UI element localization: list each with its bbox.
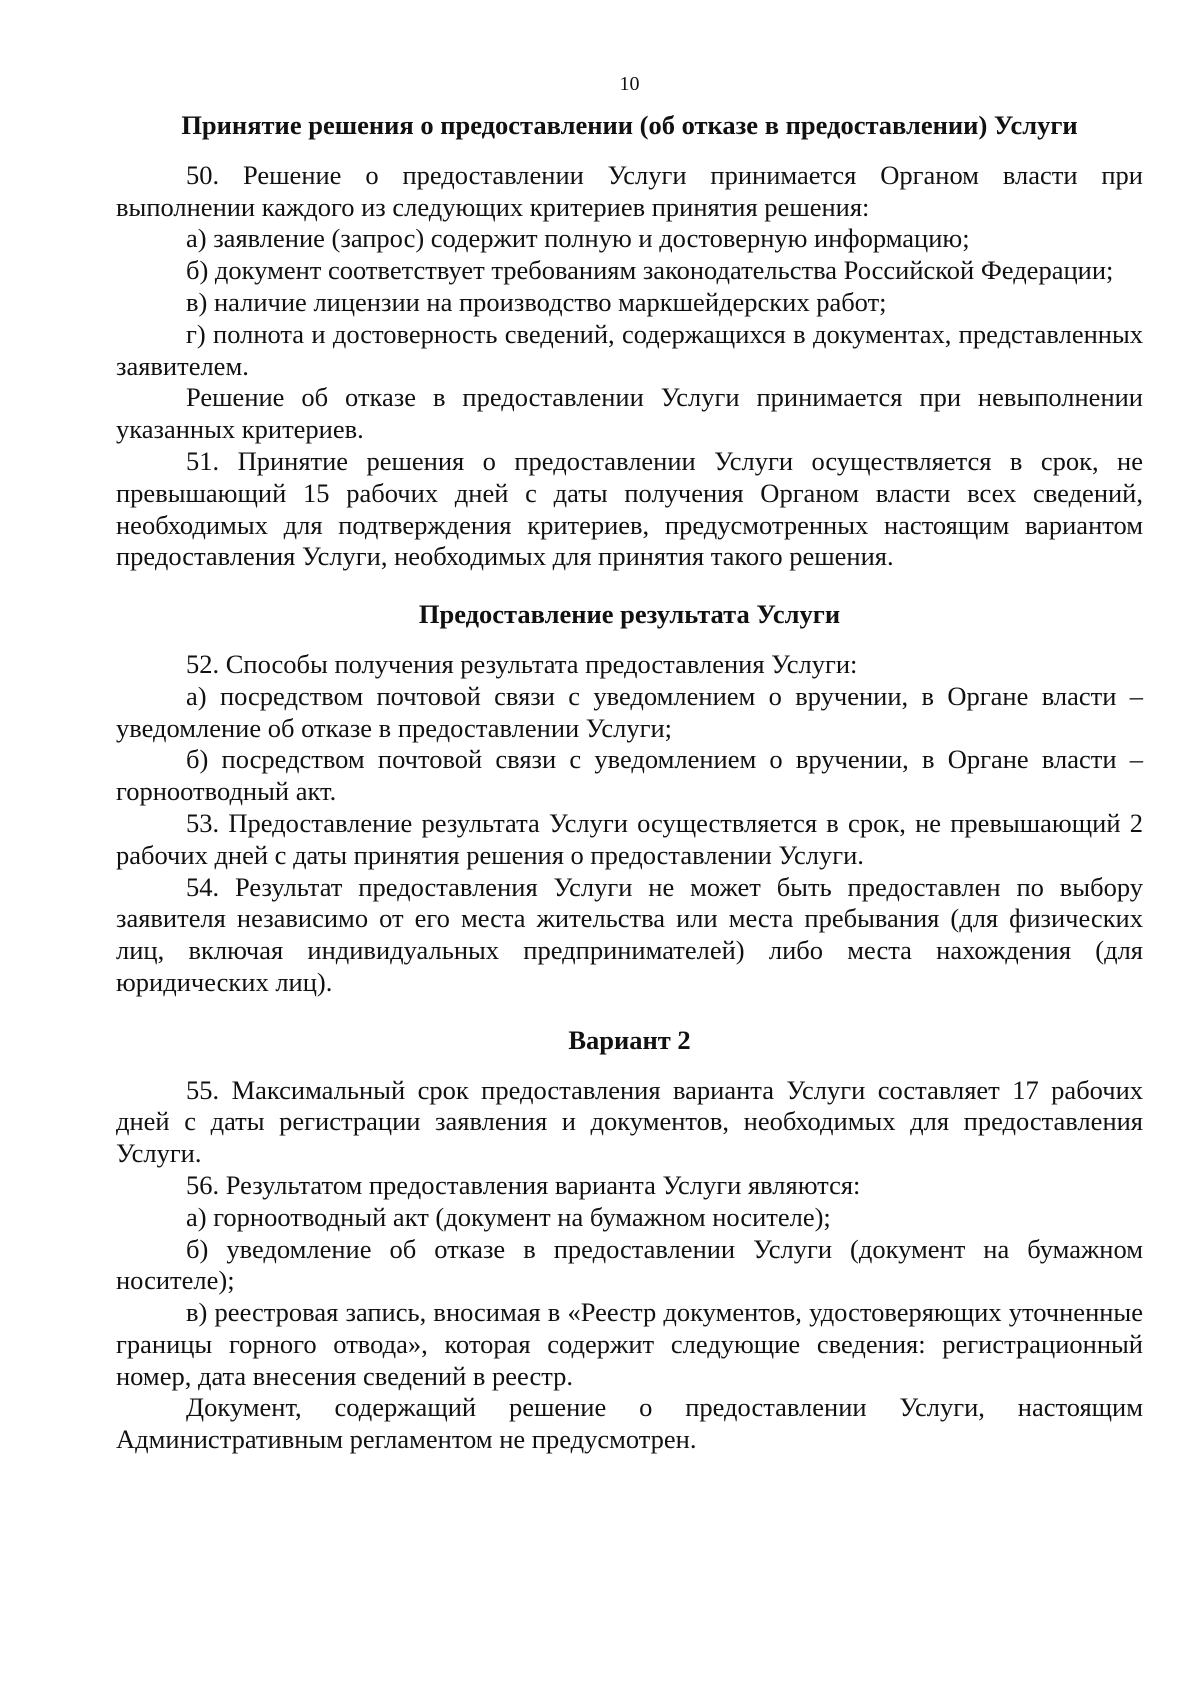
paragraph-53: 53. Предоставление результата Услуги осуществляется в срок, не превышающий 2 рабочих дней с даты принятия решения о предоставлении Услуги.: [116, 807, 1143, 870]
paragraph-55: 55. Максимальный срок предоставления варианта Услуги составляет 17 рабочих дней с даты регистрации заявления и документов, необходимых для предоставления Услуги.: [116, 1074, 1143, 1169]
page-number: 10: [619, 73, 640, 95]
section-heading-decision: Принятие решения о предоставлении (об отказе в предоставлении) Услуги: [181, 110, 1078, 140]
paragraph-56-b: б) уведомление об отказе в предоставлении Услуги (документ на бумажном носителе);: [116, 1233, 1143, 1296]
paragraph-50-v: в) наличие лицензии на производство маркшейдерских работ;: [186, 286, 887, 317]
paragraph-50-a: а) заявление (запрос) содержит полную и достоверную информацию;: [186, 223, 970, 254]
paragraph-52-b: б) посредством почтовой связи с уведомлением о вручении, в Органе власти – горноотводный акт.: [116, 744, 1143, 807]
paragraph-refusal-decision: Решение об отказе в предоставлении Услуги принимается при невыполнении указанных критериев.: [116, 382, 1143, 445]
paragraph-50-b: б) документ соответствует требованиям законодательства Российской Федерации;: [186, 255, 1114, 286]
paragraph-54: 54. Результат предоставления Услуги не может быть предоставлен по выбору заявителя независимо от его места жительства или места пребывания (для физических лиц, включая индивидуальных предпринимателей) либо места нахождения (для юридических лиц).: [116, 871, 1143, 997]
section-heading-variant-2: Вариант 2: [568, 1024, 691, 1055]
paragraph-52: 52. Способы получения результата предоставления Услуги:: [186, 648, 858, 679]
paragraph-no-decision-document: Документ, содержащий решение о предоставлении Услуги, настоящим Административным регламентом не предусмотрен.: [116, 1392, 1143, 1455]
paragraph-51: 51. Принятие решения о предоставлении Услуги осуществляется в срок, не превышающий 15 рабочих дней с даты получения Органом власти всех сведений, необходимых для подтверждения критериев, предусмотренных настоящим вариантом предоставления Услуги, необходимых для принятия такого решения.: [116, 445, 1143, 572]
section-heading-result: Предоставление результата Услуги: [418, 599, 841, 630]
paragraph-56: 56. Результатом предоставления варианта Услуги являются:: [186, 1169, 861, 1200]
paragraph-50-g: г) полнота и достоверность сведений, содержащихся в документах, представленных заявителем.: [116, 318, 1143, 381]
paragraph-56-a: а) горноотводный акт (документ на бумажном носителе);: [186, 1201, 831, 1232]
paragraph-52-a: а) посредством почтовой связи с уведомлением о вручении, в Органе власти – уведомление об отказе в предоставлении Услуги;: [116, 680, 1143, 743]
document-page: [116, 58, 1143, 1456]
paragraph-56-v: в) реестровая запись, вносимая в «Реестр документов, удостоверяющих уточненные границы горного отвода», которая содержит следующие сведения: регистрационный номер, дата внесения сведений в реестр.: [116, 1297, 1143, 1391]
paragraph-50: 50. Решение о предоставлении Услуги принимается Органом власти при выполнении каждого из следующих критериев принятия решения:: [116, 159, 1143, 222]
